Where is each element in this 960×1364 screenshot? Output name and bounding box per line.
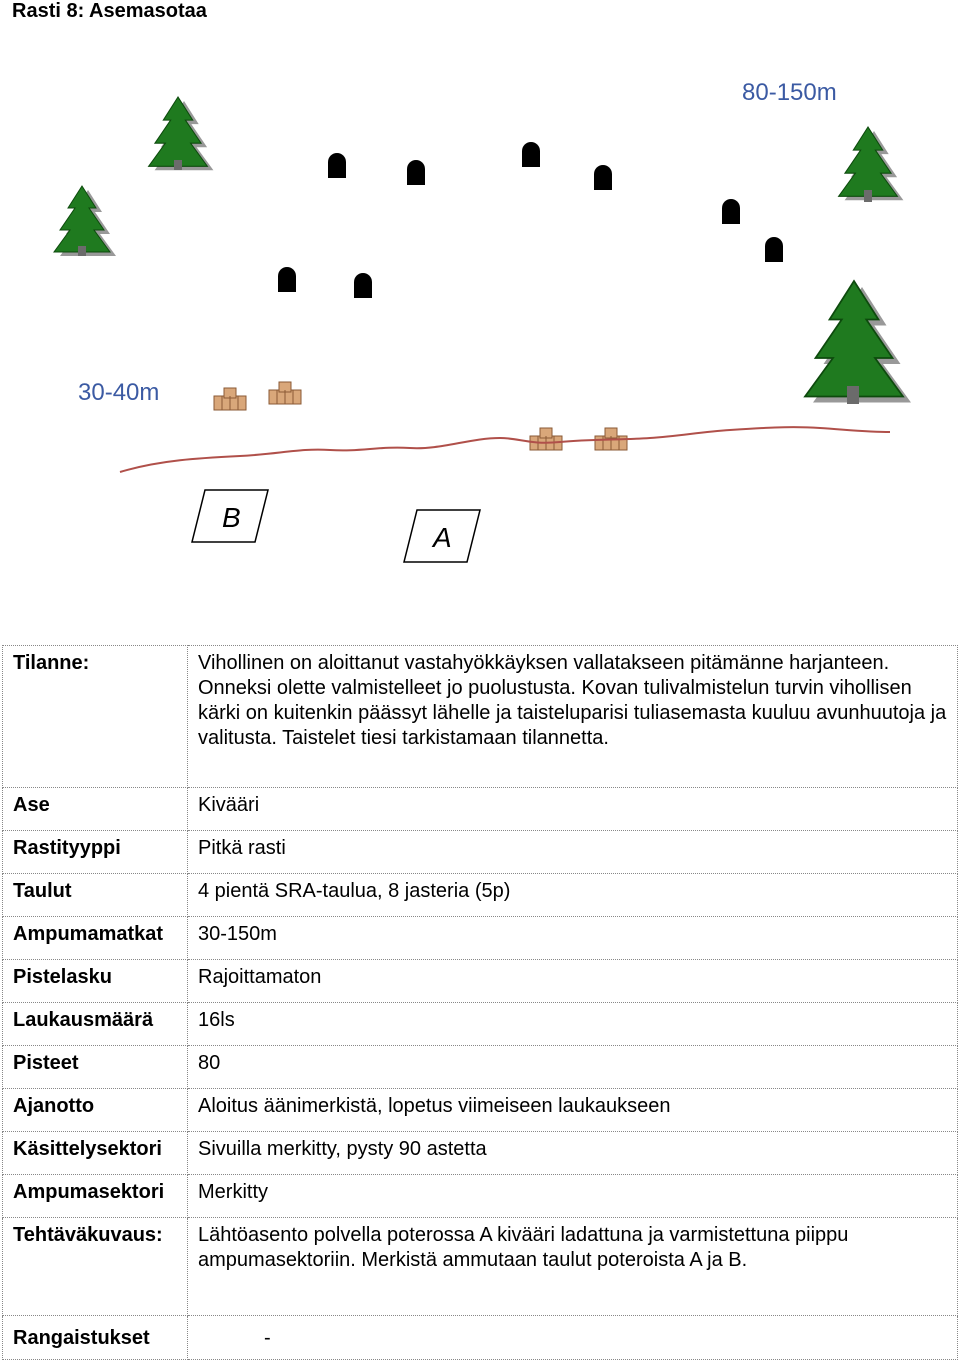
range-near-label: 30-40m	[78, 379, 160, 406]
table-row	[3, 831, 958, 874]
tree-icon	[839, 127, 904, 202]
row-value: 30-150m	[188, 917, 958, 960]
row-key: Käsittelysektori	[3, 1132, 188, 1175]
row-key: Tilanne:	[3, 646, 188, 788]
row-key: Ampumamatkat	[3, 917, 188, 960]
row-key: Ampumasektori	[3, 1175, 188, 1218]
sra-target-icon	[214, 388, 246, 410]
page-title: Rasti 8: Asemasotaa	[12, 0, 207, 22]
ridge-line	[120, 427, 890, 472]
table-row	[3, 1046, 958, 1089]
row-key: Rastityyppi	[3, 831, 188, 874]
position-b-label: B	[222, 502, 241, 533]
jaster-target-icon	[354, 273, 372, 298]
jaster-target-icon	[765, 237, 783, 262]
tree-icon	[805, 281, 911, 404]
table-row	[3, 1003, 958, 1046]
row-value: Kivääri	[188, 788, 958, 831]
table-row	[3, 788, 958, 831]
position-a-label: A	[433, 522, 452, 553]
row-key: Ase	[3, 788, 188, 831]
jaster-target-icon	[278, 267, 296, 292]
tree-icon	[54, 186, 116, 256]
table-row	[3, 1132, 958, 1175]
sra-target-icon	[530, 428, 562, 450]
table-row	[3, 1218, 958, 1316]
row-key: Pistelasku	[3, 960, 188, 1003]
table-row	[3, 1089, 958, 1132]
tree-icon	[149, 97, 214, 170]
sra-target-icon	[269, 382, 301, 404]
jaster-target-icon	[328, 153, 346, 178]
row-value: Rajoittamaton	[188, 960, 958, 1003]
jaster-target-icon	[594, 165, 612, 190]
jaster-target-icon	[407, 160, 425, 185]
row-key: Ajanotto	[3, 1089, 188, 1132]
table-row	[3, 960, 958, 1003]
row-key: Taulut	[3, 874, 188, 917]
row-value: Lähtöasento polvella poterossa A kivääri ladattuna ja varmistettuna piippu ampumasektoriin. Merkistä ammutaan taulut poteroista A ja B.	[188, 1218, 958, 1316]
row-value: Aloitus äänimerkistä, lopetus viimeiseen laukaukseen	[188, 1089, 958, 1132]
row-value: Merkitty	[188, 1175, 958, 1218]
range-diagram	[0, 40, 960, 600]
row-value: Pitkä rasti	[188, 831, 958, 874]
jaster-target-icon	[522, 142, 540, 167]
row-value: Vihollinen on aloittanut vastahyökkäyksen vallatakseen pitämänne harjanteen. Onneksi olette valmistelleet jo puolustusta. Kovan tulivalmistelun turvin vihollisen kärki on kuitenkin päässyt lähelle ja taisteluparisi tuliasemasta kuuluu avunhuutoja ja valitusta. Taistelet tiesi tarkistamaan tilannetta.	[188, 646, 958, 788]
jaster-target-icon	[722, 199, 740, 224]
table-row	[3, 1175, 958, 1218]
table-row	[3, 917, 958, 960]
row-value: Sivuilla merkitty, pysty 90 astetta	[188, 1132, 958, 1175]
range-far-label: 80-150m	[742, 79, 837, 106]
station-info-table	[2, 645, 958, 1360]
row-value: -	[188, 1316, 958, 1360]
row-key: Pisteet	[3, 1046, 188, 1089]
row-value: 4 pientä SRA-taulua, 8 jasteria (5p)	[188, 874, 958, 917]
row-value: 16ls	[188, 1003, 958, 1046]
table-row	[3, 874, 958, 917]
table-row	[3, 1316, 958, 1360]
row-key: Laukausmäärä	[3, 1003, 188, 1046]
row-key: Tehtäväkuvaus:	[3, 1218, 188, 1316]
table-row	[3, 646, 958, 788]
row-value: 80	[188, 1046, 958, 1089]
row-key: Rangaistukset	[3, 1316, 188, 1360]
